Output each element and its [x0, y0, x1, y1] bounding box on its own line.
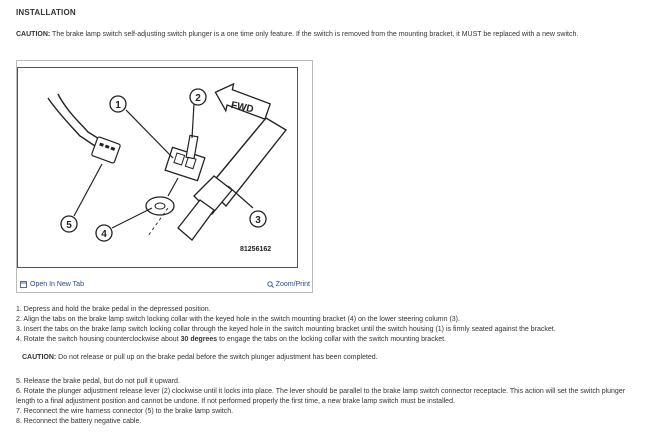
magnifier-icon — [267, 281, 274, 288]
caution-note — [16, 30, 636, 39]
step-item: 1. Depress and hold the brake pedal in the depressed position. — [16, 306, 211, 313]
steps-list-b — [16, 377, 641, 427]
open-in-new-tab-label: Open In New Tab — [30, 281, 84, 288]
wire-harness — [48, 98, 98, 148]
wire-harness-edge — [58, 94, 104, 142]
svg-text:4: 4 — [101, 229, 107, 240]
svg-text:3: 3 — [255, 215, 261, 226]
diagram-drawing — [18, 68, 298, 268]
steps-list-a — [16, 305, 641, 345]
callout-5 — [61, 216, 77, 232]
leader-line-5 — [74, 164, 102, 216]
switch-plunger — [168, 178, 178, 196]
figure-number: 81256162 — [240, 246, 272, 253]
zoom-print-label: Zoom/Print — [275, 281, 310, 288]
step-text: to engage the tabs on the locking collar with the switch mounting bracket. — [217, 336, 446, 343]
step-item — [16, 335, 641, 345]
step-item: 3. Insert the tabs on the brake lamp switch locking collar through the keyed hole in the switch mounting bracket until the switch housing (1) is firmly seated against the bracket. — [16, 326, 556, 333]
zoom-print-link[interactable] — [267, 281, 310, 288]
leader-line-2 — [192, 104, 194, 138]
steering-column-lower — [178, 200, 214, 240]
svg-text:1: 1 — [115, 100, 121, 111]
caution-text: The brake lamp switch self-adjusting switch plunger is a one time only feature. If the switch is removed from the mounting bracket, it MUST be replaced with a new switch. — [50, 31, 579, 38]
step-text: 4. Rotate the switch housing counterclockwise about — [16, 336, 181, 343]
leader-line-4 — [112, 208, 152, 228]
step-item: 6. Rotate the plunger adjustment release lever (2) clockwise until it locks into place. The lever should be parallel to the brake lamp switch connector receptacle. This action will set the switch plunger length to a final adjustment position and cannot be undone. If not performed properly the first time, a new brake lamp switch must be installed. — [16, 388, 626, 405]
callout-2 — [190, 89, 206, 105]
open-in-new-tab-link[interactable] — [20, 281, 84, 288]
caution-label: CAUTION: — [16, 31, 51, 38]
svg-text:2: 2 — [195, 93, 201, 104]
step-item: 8. Reconnect the battery negative cable. — [16, 418, 142, 425]
svg-text:5: 5 — [66, 220, 72, 231]
installation-diagram — [17, 67, 298, 268]
step-emphasis: 30 degrees — [180, 336, 218, 343]
leader-line-1 — [126, 110, 173, 158]
brake-lamp-switch-housing — [165, 147, 205, 180]
callout-3 — [250, 211, 266, 227]
caution-text: Do not release or pull up on the brake pedal before the switch plunger adjustment has been completed. — [56, 354, 378, 361]
fwd-arrow — [212, 81, 273, 120]
wire-harness-connector — [91, 136, 120, 163]
caution-label: CAUTION: — [22, 354, 57, 361]
callout-1 — [110, 96, 126, 112]
fwd-label: FWD — [229, 99, 255, 116]
step-item: 7. Reconnect the wire harness connector (5) to the brake lamp switch. — [16, 408, 234, 415]
step-item: 2. Align the tabs on the brake lamp switch locking collar with the keyed hole in the switch mounting bracket (4) on the lower steering column (3). — [16, 316, 460, 323]
step-item: 5. Release the brake pedal, but do not pull it upward. — [16, 378, 180, 385]
bracket-keyed-hole — [155, 203, 165, 209]
callout-4 — [96, 225, 112, 241]
new-tab-icon — [20, 281, 27, 288]
section-heading: INSTALLATION — [16, 8, 76, 17]
caution-note-2 — [22, 354, 378, 361]
